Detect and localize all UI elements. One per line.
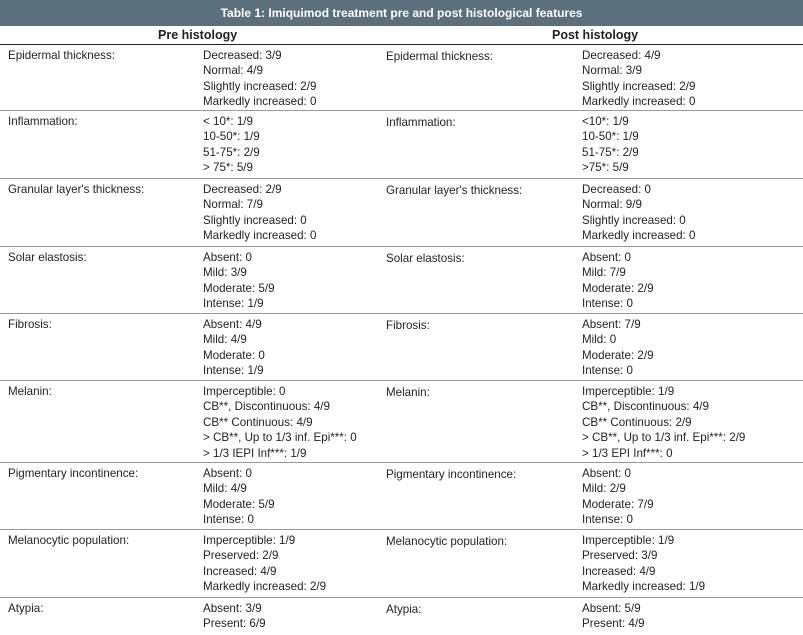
post-values [582,48,695,110]
post-value: Absent: 5/9 [582,602,641,615]
pre-value: Absent: 4/9 [203,318,262,331]
feature-label-post: Atypia: [386,603,422,616]
post-value: Slightly increased: 0 [582,213,686,227]
post-value: Decreased: 4/9 [582,49,661,62]
pre-value: Increased: 4/9 [203,564,277,578]
post-value: 51-75*: 2/9 [582,145,639,159]
post-value: 10-50*: 1/9 [582,130,639,144]
table-row [0,380,803,463]
feature-label-post: Epidermal thickness: [386,50,493,63]
pre-values [203,48,316,110]
post-value: Absent: 0 [582,251,631,264]
pre-value: Moderate: 0 [203,348,265,362]
pre-value: Slightly increased: 2/9 [203,79,317,93]
pre-value: 51-75*: 2/9 [203,145,260,159]
post-value: Moderate: 2/9 [582,348,654,362]
pre-value: Absent: 0 [203,251,252,264]
post-value: CB**, Discontinuous: 4/9 [582,400,709,414]
pre-values [203,250,275,312]
post-values [582,601,645,632]
post-value: CB** Continuous: 2/9 [582,415,692,429]
pre-values [203,317,265,379]
pre-value: Markedly increased: 0 [203,95,317,109]
pre-value: Decreased: 2/9 [203,183,282,196]
pre-value: Mild: 4/9 [203,482,247,496]
pre-value: Mild: 4/9 [203,333,247,347]
post-value: Moderate: 2/9 [582,281,654,295]
post-values [582,114,639,176]
post-values [582,384,745,461]
post-value: Markedly increased: 0 [582,229,696,243]
pre-value: CB** Continuous: 4/9 [203,415,313,429]
table-row [0,44,803,111]
post-value: Absent: 7/9 [582,318,641,331]
pre-value: Normal: 4/9 [203,64,263,78]
table-title: Table 1: Imiquimod treatment pre and post histological features [0,0,803,26]
pre-value: > 75*: 5/9 [203,161,253,175]
pre-values [203,601,266,632]
post-value: Increased: 4/9 [582,564,656,578]
pre-values [203,533,326,595]
pre-values [203,114,260,176]
post-values [582,250,654,312]
post-values [582,533,705,595]
post-value: Intense: 0 [582,513,633,527]
table-row [0,110,803,179]
table-row [0,178,803,247]
post-value: >75*: 5/9 [582,161,629,175]
post-value: Decreased: 0 [582,183,651,196]
post-value: > CB**, Up to 1/3 inf. Epi***: 2/9 [582,431,746,445]
feature-label-pre: Fibrosis: [8,318,52,331]
post-values [582,466,654,528]
pre-value: Absent: 3/9 [203,602,262,615]
pre-value: Intense: 0 [203,513,254,527]
feature-label-post: Solar elastosis: [386,252,465,265]
post-values [582,182,695,244]
pre-value: Markedly increased: 0 [203,229,317,243]
feature-label-post: Fibrosis: [386,319,430,332]
post-value: Markedly increased: 1/9 [582,580,706,594]
post-value: Preserved: 3/9 [582,549,658,563]
pre-value: Absent: 0 [203,467,252,480]
feature-label-pre: Epidermal thickness: [8,49,115,62]
post-histology-header: Post histology [552,28,639,42]
feature-label-post: Melanocytic population: [386,535,508,548]
post-value: Slightly increased: 2/9 [582,79,696,93]
post-values [582,317,654,379]
table-header [0,26,803,45]
pre-value: 10-50*: 1/9 [203,130,260,144]
feature-label-pre: Melanin: [8,385,52,398]
post-value: > 1/3 EPI Inf***: 0 [582,446,673,460]
post-value: Normal: 9/9 [582,198,642,212]
post-value: <10*: 1/9 [582,115,629,128]
pre-value: Imperceptible: 0 [203,385,286,398]
feature-label-pre: Pigmentary incontinence: [8,467,139,480]
table-row [0,529,803,598]
feature-label-post: Granular layer's thickness: [386,184,523,197]
pre-value: Markedly increased: 2/9 [203,580,327,594]
pre-value: Moderate: 5/9 [203,281,275,295]
post-value: Mild: 2/9 [582,482,626,496]
post-value: Moderate: 7/9 [582,497,654,511]
pre-value: Moderate: 5/9 [203,497,275,511]
post-value: Intense: 0 [582,297,633,311]
post-value: Intense: 0 [582,364,633,378]
pre-values [203,384,357,461]
pre-histology-header: Pre histology [158,28,238,42]
pre-value: Intense: 1/9 [203,297,264,311]
pre-value: > CB**, Up to 1/3 inf. Epi***: 0 [203,431,357,445]
post-value: Markedly increased: 0 [582,95,696,109]
pre-value: > 1/3 IEPI Inf***: 1/9 [203,446,307,460]
pre-value: Imperceptible: 1/9 [203,534,296,547]
pre-value: Intense: 1/9 [203,364,264,378]
feature-label-pre: Granular layer's thickness: [8,183,145,196]
pre-value: Slightly increased: 0 [203,213,307,227]
post-value: Present: 4/9 [582,617,645,631]
feature-label-post: Melanin: [386,386,430,399]
feature-label-pre: Inflammation: [8,115,78,128]
table-row [0,313,803,381]
post-value: Mild: 0 [582,333,617,347]
post-value: Mild: 7/9 [582,266,626,280]
pre-value: < 10*: 1/9 [203,115,253,128]
feature-label-pre: Solar elastosis: [8,251,87,264]
feature-label-pre: Melanocytic population: [8,534,130,547]
feature-label-post: Pigmentary incontinence: [386,468,517,481]
pre-values [203,182,316,244]
feature-label-post: Inflammation: [386,116,456,129]
pre-value: Normal: 7/9 [203,198,263,212]
post-value: Imperceptible: 1/9 [582,534,675,547]
table-row [0,597,803,635]
pre-value: CB**, Discontinuous: 4/9 [203,400,330,414]
pre-values [203,466,275,528]
table-row [0,246,803,314]
post-value: Imperceptible: 1/9 [582,385,675,398]
pre-value: Mild: 3/9 [203,266,247,280]
pre-value: Decreased: 3/9 [203,49,282,62]
pre-value: Present: 6/9 [203,617,266,631]
pre-value: Preserved: 2/9 [203,549,279,563]
post-value: Normal: 3/9 [582,64,642,78]
table-row [0,462,803,530]
post-value: Absent: 0 [582,467,631,480]
feature-label-pre: Atypia: [8,602,44,615]
